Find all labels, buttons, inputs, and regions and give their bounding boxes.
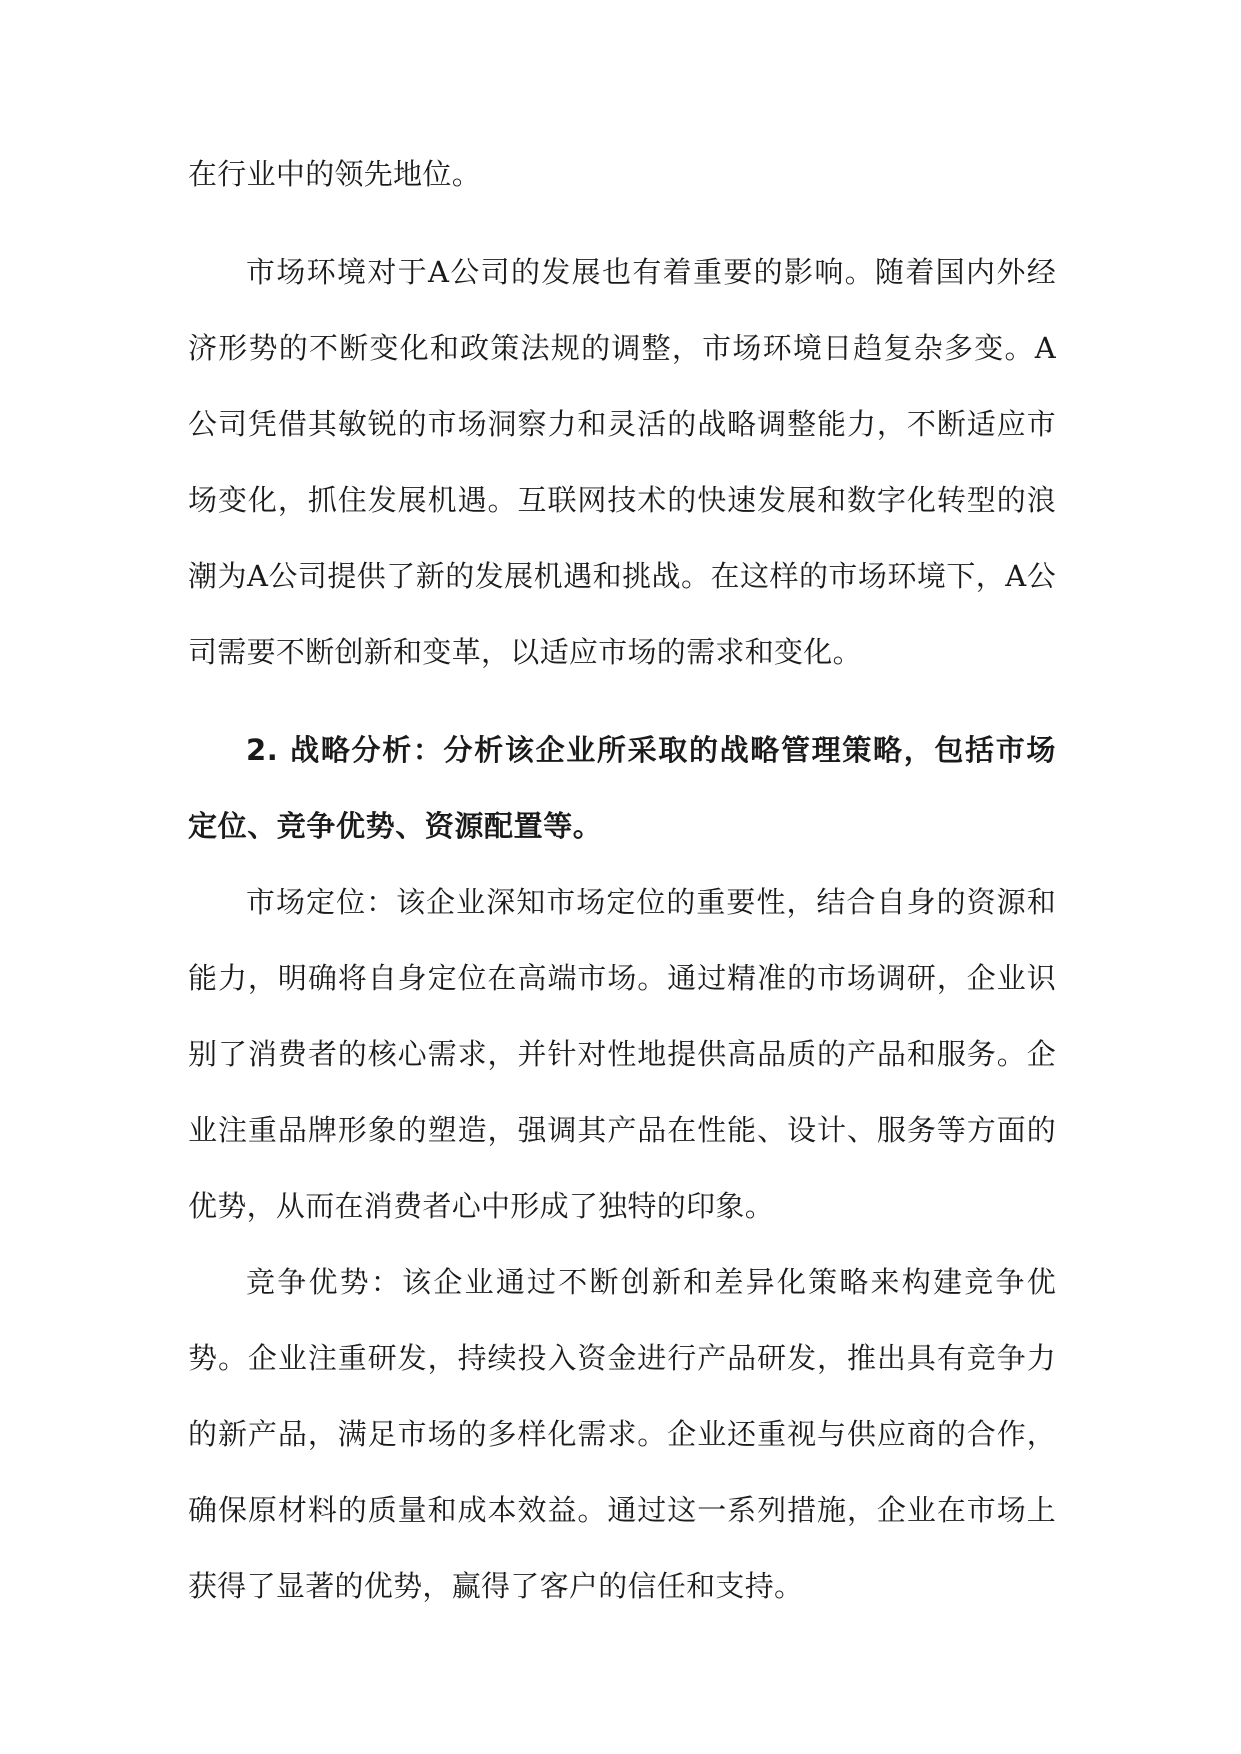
- paragraph-competitive-advantage: 竞争优势：该企业通过不断创新和差异化策略来构建竞争优势。企业注重研发，持续投入资金进行产品研发，推出具有竞争力的新产品，满足市场的多样化需求。企业还重视与供应商的合作，确保原材料的质量和成本效益。通过这一系列措施，企业在市场上获得了显著的优势，赢得了客户的信任和支持。: [188, 1265, 1056, 1603]
- document-body: [188, 136, 1056, 1624]
- paragraph-market-environment: 市场环境对于A公司的发展也有着重要的影响。随着国内外经济形势的不断变化和政策法规的调整，市场环境日趋复杂多变。A公司凭借其敏锐的市场洞察力和灵活的战略调整能力，不断适应市场变化，抓住发展机遇。互联网技术的快速发展和数字化转型的浪潮为A公司提供了新的发展机遇和挑战。在这样的市场环境下，A公司需要不断创新和变革，以适应市场的需求和变化。: [188, 255, 1056, 669]
- paragraph-continuation: 在行业中的领先地位。: [188, 157, 482, 191]
- paragraph-market-positioning: 市场定位：该企业深知市场定位的重要性，结合自身的资源和能力，明确将自身定位在高端市场。通过精准的市场调研，企业识别了消费者的核心需求，并针对性地提供高品质的产品和服务。企业注重品牌形象的塑造，强调其产品在性能、设计、服务等方面的优势，从而在消费者心中形成了独特的印象。: [188, 885, 1056, 1223]
- section-heading-strategy-analysis: 2. 战略分析：分析该企业所采取的战略管理策略，包括市场定位、竞争优势、资源配置等。: [188, 733, 1056, 843]
